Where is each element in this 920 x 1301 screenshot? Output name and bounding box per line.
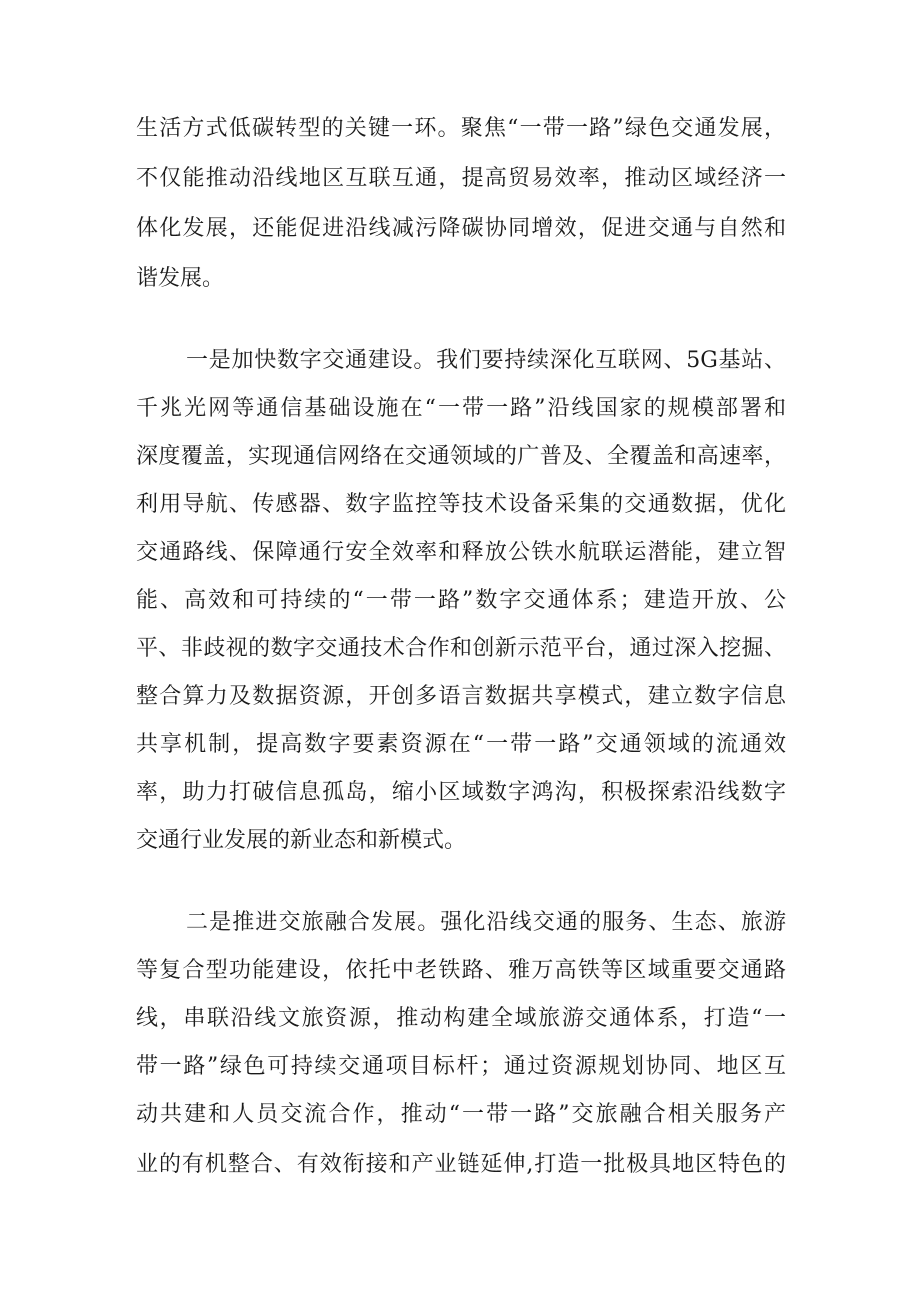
paragraph-2-line-7: 平、非歧视的数字交通技术合作和创新示范平台，通过深入挖掘、 (136, 636, 786, 661)
paragraph-2-line-5: 交通路线、保障通行安全效率和释放公铁水航联运潜能，建立智 (136, 540, 786, 565)
paragraph-2-line-3: 深度覆盖，实现通信网络在交通领域的广普及、全覆盖和高速率， (136, 444, 786, 469)
paragraph-2-line-10: 率，助力打破信息孤岛，缩小区域数字鸿沟，积极探索沿线数字 (136, 780, 786, 805)
paragraph-1-line-3: 体化发展，还能促进沿线减污降碳协同增效，促进交通与自然和 (136, 216, 786, 241)
paragraph-2-line-4: 利用导航、传感器、数字监控等技术设备采集的交通数据，优化 (136, 492, 786, 517)
paragraph-3-line-2: 等复合型功能建设，依托中老铁路、雅万高铁等区域重要交通路 (136, 958, 786, 983)
paragraph-1-line-4: 谐发展。 (136, 266, 225, 291)
paragraph-2-line-6: 能、高效和可持续的“一带一路”数字交通体系；建造开放、公 (136, 588, 786, 613)
paragraph-3-line-3: 线，串联沿线文旅资源，推动构建全域旅游交通体系，打造“一 (136, 1006, 786, 1031)
paragraph-2-line-1: 一是加快数字交通建设。我们要持续深化互联网、5G基站、 (186, 348, 786, 373)
paragraph-2-line-8: 整合算力及数据资源，开创多语言数据共享模式，建立数字信息 (136, 684, 786, 709)
paragraph-2-line-9: 共享机制，提高数字要素资源在“一带一路”交通领域的流通效 (136, 732, 786, 757)
paragraph-1-line-2: 不仅能推动沿线地区互联互通，提高贸易效率，推动区域经济一 (136, 166, 786, 191)
paragraph-1-line-1: 生活方式低碳转型的关键一环。聚焦“一带一路”绿色交通发展， (136, 116, 786, 141)
paragraph-2-line-11: 交通行业发展的新业态和新模式。 (136, 828, 467, 853)
paragraph-3-line-6: 业的有机整合、有效衔接和产业链延伸,打造一批极具地区特色的 (136, 1152, 786, 1177)
paragraph-3-line-1: 二是推进交旅融合发展。强化沿线交通的服务、生态、旅游 (186, 910, 786, 935)
paragraph-3-line-4: 带一路”绿色可持续交通项目标杆；通过资源规划协同、地区互 (136, 1054, 786, 1079)
paragraph-2-line-2: 千兆光网等通信基础设施在“一带一路”沿线国家的规模部署和 (136, 396, 786, 421)
paragraph-3-line-5: 动共建和人员交流合作，推动“一带一路”交旅融合相关服务产 (136, 1102, 786, 1127)
